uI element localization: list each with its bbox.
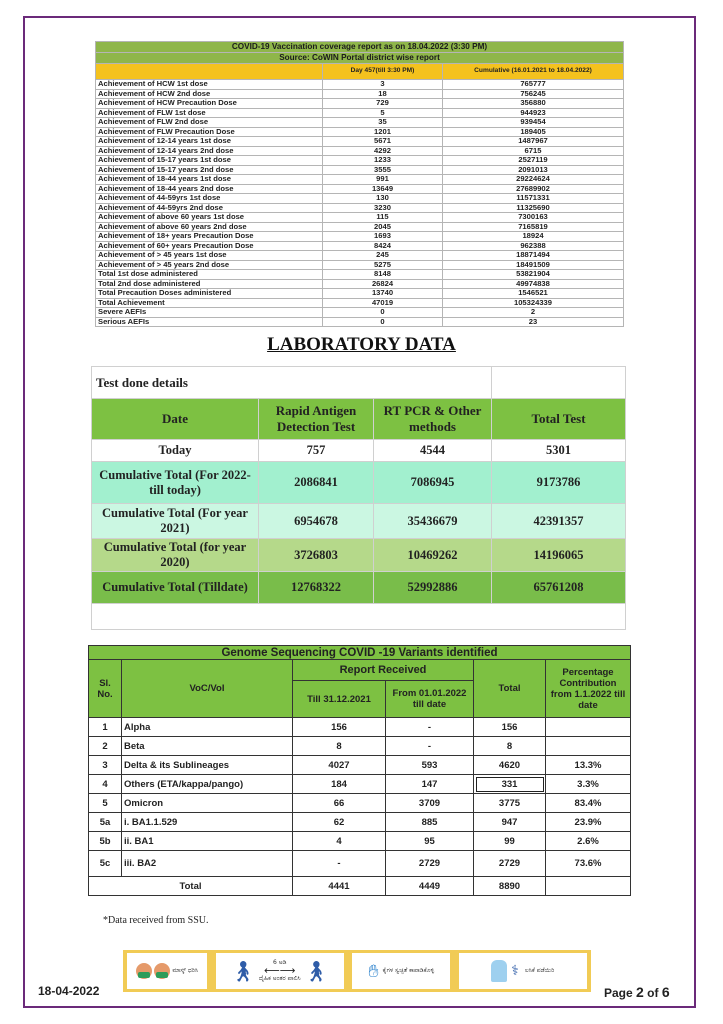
- table-row: [96, 108, 624, 118]
- table-row: [96, 232, 624, 242]
- vaccination-blank-header: [96, 64, 323, 80]
- genome-row-from: 95: [386, 832, 474, 851]
- table-row: [96, 270, 624, 280]
- person-icon: 🚶︎: [230, 959, 256, 983]
- vaccination-title: COVID-19 Vaccination coverage report as on 18.04.2022 (3:30 PM): [96, 42, 624, 53]
- vaccination-row-label: Achievement of HCW 2nd dose: [96, 89, 323, 99]
- vaccination-row-cumulative: 944923: [443, 108, 624, 118]
- table-row: [96, 146, 624, 156]
- vaccination-row-day: 3555: [323, 165, 443, 175]
- vaccination-row-day: 35: [323, 118, 443, 128]
- data-source-note: *Data received from SSU.: [103, 915, 209, 926]
- table-row: [89, 737, 631, 756]
- lab-header-date: Date: [92, 399, 259, 440]
- vaccination-row-day: 0: [323, 308, 443, 318]
- table-row: [96, 289, 624, 299]
- lab-row-date: Today: [92, 440, 259, 462]
- vaccination-row-label: Total 2nd dose administered: [96, 279, 323, 289]
- vaccination-row-day: 3: [323, 80, 443, 90]
- vaccination-row-cumulative: 765777: [443, 80, 624, 90]
- vaccination-row-day: 8424: [323, 241, 443, 251]
- vaccination-row-day: 245: [323, 251, 443, 261]
- genome-row-pct: 13.3%: [546, 756, 631, 775]
- vaccination-row-cumulative: 18924: [443, 232, 624, 242]
- double-arrow-icon: ⟵⟶: [263, 964, 296, 977]
- genome-row-pct: 73.6%: [546, 851, 631, 877]
- genome-row-name: Alpha: [122, 718, 293, 737]
- table-row: [96, 80, 624, 90]
- vaccination-row-day: 0: [323, 317, 443, 327]
- vaccination-row-cumulative: 23: [443, 317, 624, 327]
- table-row: [89, 851, 631, 877]
- lab-row-total: 14196065: [492, 539, 626, 572]
- table-row: [96, 137, 624, 147]
- distance-text-block: [259, 959, 301, 983]
- lab-title: LABORATORY DATA: [267, 334, 456, 355]
- genome-row-name: ii. BA1: [122, 832, 293, 851]
- vaccination-row-day: 13740: [323, 289, 443, 299]
- table-row: [96, 165, 624, 175]
- vaccination-row-cumulative: 1487967: [443, 137, 624, 147]
- genome-title: Genome Sequencing COVID -19 Variants identified: [89, 646, 631, 660]
- genome-row-sl: 3: [89, 756, 122, 775]
- genome-row-total: 3775: [474, 794, 546, 813]
- genome-row-from: 593: [386, 756, 474, 775]
- vaccination-row-day: 2045: [323, 222, 443, 232]
- vaccination-row-label: Severe AEFIs: [96, 308, 323, 318]
- vaccination-row-day: 5275: [323, 260, 443, 270]
- vaccination-row-label: Achievement of 44-59yrs 2nd dose: [96, 203, 323, 213]
- vaccination-row-day: 26824: [323, 279, 443, 289]
- page-number: Page 2 of 6: [604, 984, 670, 1000]
- lab-header-rat: Rapid Antigen Detection Test: [259, 399, 374, 440]
- genome-row-name: iii. BA2: [122, 851, 293, 877]
- vaccination-row-day: 1201: [323, 127, 443, 137]
- vaccination-row-day: 18: [323, 89, 443, 99]
- vaccination-row-label: Achievement of 18-44 years 1st dose: [96, 175, 323, 185]
- vaccination-row-label: Achievement of above 60 years 2nd dose: [96, 222, 323, 232]
- vaccination-row-label: Achievement of FLW Precaution Dose: [96, 127, 323, 137]
- vaccination-row-day: 5671: [323, 137, 443, 147]
- table-row: [92, 440, 626, 462]
- vaccination-row-day: 991: [323, 175, 443, 185]
- genome-row-sl: 5c: [89, 851, 122, 877]
- vaccination-row-label: Achievement of 60+ years Precaution Dose: [96, 241, 323, 251]
- vaccination-row-cumulative: 105324339: [443, 298, 624, 308]
- vaccination-row-cumulative: 189405: [443, 127, 624, 137]
- genome-row-till: 4027: [293, 756, 386, 775]
- genome-row-from: 885: [386, 813, 474, 832]
- genome-row-total: 331: [474, 775, 546, 794]
- lab-row-rtpcr: 10469262: [374, 539, 492, 572]
- genome-row-pct: 3.3%: [546, 775, 631, 794]
- vaccination-row-cumulative: 18491509: [443, 260, 624, 270]
- table-row: [96, 213, 624, 223]
- vaccination-row-label: Achievement of 18+ years Precaution Dose: [96, 232, 323, 242]
- genome-row-total: 2729: [474, 851, 546, 877]
- genome-row-from: -: [386, 718, 474, 737]
- vaccination-row-label: Achievement of 18-44 years 2nd dose: [96, 184, 323, 194]
- genome-rows: [89, 718, 631, 877]
- lab-row-date: Cumulative Total (Tilldate): [92, 572, 259, 604]
- vaccination-cumulative-header: Cumulative (16.01.2021 to 18.04.2022): [443, 64, 624, 80]
- hands-text: ಕೈಗಳ ಸ್ವಚ್ಛತೆ ಕಾಪಾಡಿಕೊಳ್ಳಿ: [382, 967, 435, 974]
- genome-row-total: 8: [474, 737, 546, 756]
- lab-row-rat: 6954678: [259, 504, 374, 539]
- footer-date: 18-04-2022: [38, 984, 100, 998]
- table-row: [96, 298, 624, 308]
- genome-row-from: 147: [386, 775, 474, 794]
- syringe-icon: ⚕︎: [511, 963, 519, 979]
- genome-table: [88, 645, 631, 896]
- genome-row-name: Beta: [122, 737, 293, 756]
- mask-face-icon: [154, 963, 170, 979]
- lab-row-total: 42391357: [492, 504, 626, 539]
- genome-row-total: 4620: [474, 756, 546, 775]
- table-row: [92, 572, 626, 604]
- table-row: [96, 175, 624, 185]
- lab-row-rtpcr: 7086945: [374, 462, 492, 504]
- table-row: [96, 251, 624, 261]
- lab-row-rat: 12768322: [259, 572, 374, 604]
- genome-row-sl: 5a: [89, 813, 122, 832]
- vaccination-row-cumulative: 27689902: [443, 184, 624, 194]
- genome-row-from: 2729: [386, 851, 474, 877]
- genome-header-total: Total: [474, 660, 546, 718]
- vaccination-row-cumulative: 18871494: [443, 251, 624, 261]
- test-done-label: Test done details: [92, 367, 374, 399]
- mask-text: ಮಾಸ್ಕ್ ಧರಿಸಿ: [172, 967, 199, 974]
- vaccination-row-cumulative: 2091013: [443, 165, 624, 175]
- vaccination-row-cumulative: 1546521: [443, 289, 624, 299]
- vaccination-row-day: 8148: [323, 270, 443, 280]
- table-row: [89, 718, 631, 737]
- table-row: [96, 127, 624, 137]
- vaccination-row-label: Achievement of above 60 years 1st dose: [96, 213, 323, 223]
- lab-row-rtpcr: 52992886: [374, 572, 492, 604]
- vaccination-table: [95, 41, 624, 327]
- vaccination-row-cumulative: 11325690: [443, 203, 624, 213]
- vaccination-source: Source: CoWIN Portal district wise report: [96, 53, 624, 64]
- table-row: [96, 184, 624, 194]
- genome-row-total: 99: [474, 832, 546, 851]
- vaccination-row-label: Achievement of FLW 2nd dose: [96, 118, 323, 128]
- genome-row-name: Delta & its Sublineages: [122, 756, 293, 775]
- vaccination-row-cumulative: 49974838: [443, 279, 624, 289]
- vaccination-row-day: 130: [323, 194, 443, 204]
- vaccination-row-day: 115: [323, 213, 443, 223]
- vaccination-row-label: Total Precaution Doses administered: [96, 289, 323, 299]
- vaccination-row-label: Achievement of HCW Precaution Dose: [96, 99, 323, 109]
- genome-total-pct: [546, 877, 631, 896]
- genome-row-till: 66: [293, 794, 386, 813]
- lab-row-rtpcr: 35436679: [374, 504, 492, 539]
- lab-row-total: 65761208: [492, 572, 626, 604]
- table-row: [96, 241, 624, 251]
- table-row: [92, 539, 626, 572]
- table-row: [96, 222, 624, 232]
- table-row: [96, 203, 624, 213]
- lab-row-total: 5301: [492, 440, 626, 462]
- vaccination-row-label: Achievement of 12-14 years 1st dose: [96, 137, 323, 147]
- table-row: [96, 89, 624, 99]
- vaccination-row-label: Achievement of FLW 1st dose: [96, 108, 323, 118]
- table-row: [89, 832, 631, 851]
- genome-header-voc: VoC/VoI: [122, 660, 293, 718]
- table-row: [89, 813, 631, 832]
- vaccination-row-cumulative: 29224624: [443, 175, 624, 185]
- table-row: [89, 794, 631, 813]
- genome-row-pct: 2.6%: [546, 832, 631, 851]
- vaccination-row-label: Total Achievement: [96, 298, 323, 308]
- table-row: [96, 156, 624, 166]
- genome-row-sl: 4: [89, 775, 122, 794]
- vaccination-row-label: Serious AEFIs: [96, 317, 323, 327]
- lab-row-rat: 2086841: [259, 462, 374, 504]
- genome-row-name: Omicron: [122, 794, 293, 813]
- person-icon: 🚶︎: [303, 959, 329, 983]
- lab-blank-row: [92, 604, 626, 630]
- vaccination-row-label: Achievement of 15-17 years 2nd dose: [96, 165, 323, 175]
- vaccine-segment: [459, 953, 587, 989]
- vaccination-row-label: Achievement of 15-17 years 1st dose: [96, 156, 323, 166]
- vaccination-row-day: 1233: [323, 156, 443, 166]
- vaccination-row-cumulative: 53821904: [443, 270, 624, 280]
- genome-row-name: i. BA1.1.529: [122, 813, 293, 832]
- genome-row-from: 3709: [386, 794, 474, 813]
- lab-header-total: Total Test: [492, 399, 626, 440]
- vaccination-row-day: 1693: [323, 232, 443, 242]
- genome-row-total: 947: [474, 813, 546, 832]
- genome-row-sl: 1: [89, 718, 122, 737]
- vaccination-row-day: 4292: [323, 146, 443, 156]
- lab-row-date: Cumulative Total (For year 2021): [92, 504, 259, 539]
- lab-row-date: Cumulative Total (for year 2020): [92, 539, 259, 572]
- table-row: [92, 462, 626, 504]
- table-row: [92, 504, 626, 539]
- table-row: [89, 775, 631, 794]
- lab-table: [91, 366, 626, 630]
- genome-header-sl: Sl. No.: [89, 660, 122, 718]
- lab-row-total: 9173786: [492, 462, 626, 504]
- table-row: [96, 308, 624, 318]
- lab-row-rat: 757: [259, 440, 374, 462]
- genome-row-till: 184: [293, 775, 386, 794]
- vaccination-row-day: 5: [323, 108, 443, 118]
- genome-row-pct: [546, 718, 631, 737]
- distance-sub-text: ದೈಹಿಕ ಅಂತರ ಪಾಲಿಸಿ: [258, 975, 301, 982]
- genome-header-from: From 01.01.2022 till date: [386, 681, 474, 718]
- table-row: [96, 317, 624, 327]
- genome-header-report: Report Received: [293, 660, 474, 681]
- vaccination-row-cumulative: 7165819: [443, 222, 624, 232]
- lab-header-rtpcr: RT PCR & Other methods: [374, 399, 492, 440]
- vaccination-row-label: Achievement of > 45 years 1st dose: [96, 251, 323, 261]
- table-row: [96, 118, 624, 128]
- genome-row-from: -: [386, 737, 474, 756]
- genome-total-till: 4441: [293, 877, 386, 896]
- genome-row-pct: 83.4%: [546, 794, 631, 813]
- doctor-icon: [491, 960, 507, 982]
- genome-row-till: 62: [293, 813, 386, 832]
- vaccination-row-day: 3230: [323, 203, 443, 213]
- genome-row-name: Others (ETA/kappa/pango): [122, 775, 293, 794]
- mask-segment: [127, 953, 207, 989]
- vaccination-row-cumulative: 2527119: [443, 156, 624, 166]
- genome-row-sl: 5: [89, 794, 122, 813]
- genome-header-till: Till 31.12.2021: [293, 681, 386, 718]
- genome-total-total: 8890: [474, 877, 546, 896]
- genome-row-till: 156: [293, 718, 386, 737]
- genome-row-sl: 2: [89, 737, 122, 756]
- vaccination-row-label: Total 1st dose administered: [96, 270, 323, 280]
- table-row: [96, 99, 624, 109]
- vaccination-row-cumulative: 962388: [443, 241, 624, 251]
- lab-row-rat: 3726803: [259, 539, 374, 572]
- awareness-banner: [123, 950, 591, 992]
- vaccination-row-label: Achievement of > 45 years 2nd dose: [96, 260, 323, 270]
- vaccination-row-cumulative: 11571331: [443, 194, 624, 204]
- vaccination-day-header: Day 457(till 3:30 PM): [323, 64, 443, 80]
- hands-segment: [352, 953, 450, 989]
- vaccination-row-day: 13649: [323, 184, 443, 194]
- vaccination-row-cumulative: 356880: [443, 99, 624, 109]
- vaccination-row-label: Achievement of HCW 1st dose: [96, 80, 323, 90]
- vaccination-row-cumulative: 756245: [443, 89, 624, 99]
- vaccine-text: ಲಸಿಕೆ ಪಡೆಯಿರಿ: [524, 967, 555, 974]
- table-row: [96, 279, 624, 289]
- mask-face-icon: [136, 963, 152, 979]
- distance-text: 6 ಅಡಿ: [273, 959, 287, 966]
- genome-row-pct: [546, 737, 631, 756]
- distance-segment: [216, 953, 344, 989]
- lab-row-date: Cumulative Total (For 2022- till today): [92, 462, 259, 504]
- vaccination-rows: [96, 80, 624, 327]
- hand-wash-icon: ✋︎: [368, 960, 379, 982]
- vaccination-row-cumulative: 7300163: [443, 213, 624, 223]
- genome-row-till: 4: [293, 832, 386, 851]
- vaccination-row-label: Achievement of 12-14 years 2nd dose: [96, 146, 323, 156]
- genome-row-till: -: [293, 851, 386, 877]
- table-row: [96, 194, 624, 204]
- genome-total-from: 4449: [386, 877, 474, 896]
- vaccination-row-label: Achievement of 44-59yrs 1st dose: [96, 194, 323, 204]
- vaccination-row-day: 47019: [323, 298, 443, 308]
- genome-total-label: Total: [89, 877, 293, 896]
- table-row: [96, 260, 624, 270]
- genome-row-sl: 5b: [89, 832, 122, 851]
- table-row: [89, 756, 631, 775]
- vaccination-row-cumulative: 2: [443, 308, 624, 318]
- genome-row-till: 8: [293, 737, 386, 756]
- genome-header-pct: Percentage Contribution from 1.1.2022 till date: [546, 660, 631, 718]
- lab-row-rtpcr: 4544: [374, 440, 492, 462]
- genome-row-pct: 23.9%: [546, 813, 631, 832]
- vaccination-row-cumulative: 6715: [443, 146, 624, 156]
- genome-row-total: 156: [474, 718, 546, 737]
- vaccination-row-cumulative: 939454: [443, 118, 624, 128]
- vaccination-row-day: 729: [323, 99, 443, 109]
